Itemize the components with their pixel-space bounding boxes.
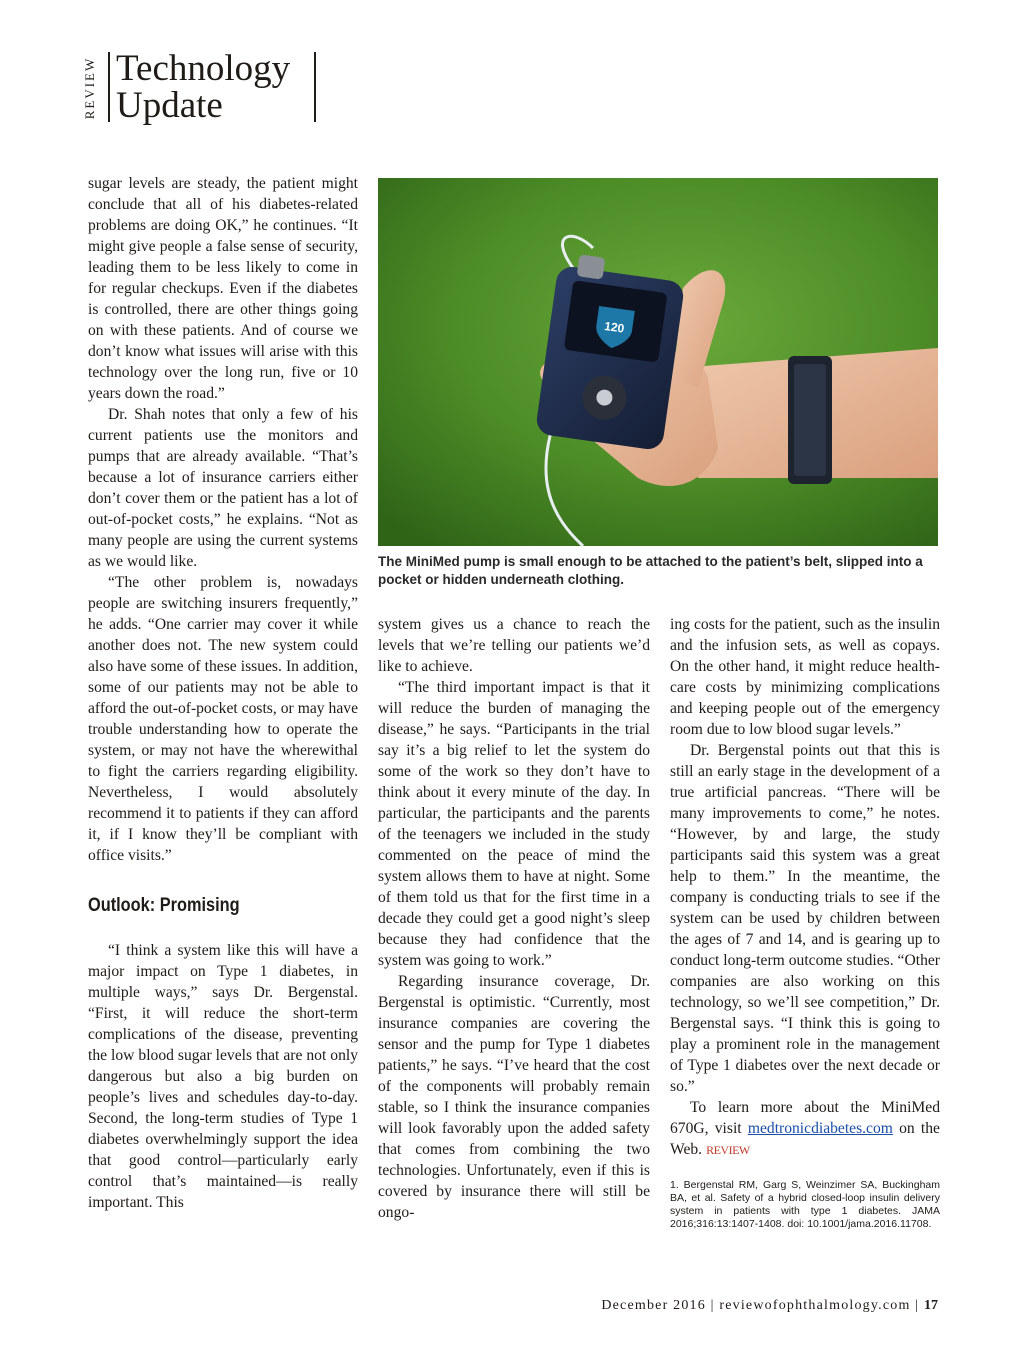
col2-paragraph-1: system gives us a chance to reach the levels that we’re telling our patients we’d like to achieve. bbox=[378, 616, 650, 675]
review-label-text: REVIEW bbox=[82, 56, 97, 120]
footer-date: December 2016 bbox=[601, 1298, 706, 1313]
photo-caption: The MiniMed pump is small enough to be attached to the patient’s belt, slipped into a pocket or hidden underneath clothing. bbox=[378, 554, 923, 587]
page-footer bbox=[601, 1298, 938, 1314]
pump-reading: 120 bbox=[603, 318, 626, 336]
col1-paragraph-1: sugar levels are steady, the patient might conclude that all of his diabetes-related problems are doing OK,” he continues. “It might give people a false sense of security, leading them to be less likely to come in for regular checkups. Even if the diabetes is controlled, there are other things going on with these patients. And of course we don’t know what issues will arise with this technology over the long run, five or 10 years down the road.” bbox=[88, 175, 358, 402]
medtronic-link[interactable]: medtronicdiabetes.com bbox=[747, 1120, 893, 1137]
section-title-line2: Update bbox=[116, 85, 223, 126]
section-title-line1: Technology bbox=[116, 48, 291, 89]
col3-paragraph-2: Dr. Bergenstal points out that this is still an early stage in the development of a true artificial pancreas. “There will be many improvements to come,” he notes. “However, by and large, the study participants said this system was a great help to them.” In the meantime, the company is conducting trials to see if the system can be used by children between the ages of 7 and 14, and is gearing up to conduct long-term outcome studies. “Other companies are also working on this technology, so we’ll see competition,” Dr. Bergenstal says. “I think this is going to play a prominent role in the management of Type 1 diabetes over the next decade or so.” bbox=[670, 742, 940, 1095]
col1-paragraph-3: “The other problem is, nowadays people are switching insurers frequently,” he adds. “One carrier may cover it while another does not. The new system could also have some of these issues. In addition, some of our patients may not be able to afford the out-of-pocket costs, or may have trouble understanding how to operate the system, or may not have the wherewithal to fight the carriers regarding eligibility. Nevertheless, I would absolutely recommend it to patients if they can afford it, if I know they’ll be compliant with office visits.” bbox=[88, 574, 358, 864]
col2-paragraph-2: “The third important impact is that it will reduce the burden of managing the disease,” he says. “Participants in the trial say it’s a big relief to let the system do some of the work so they don’t have to think about it every minute of the day. In particular, the participants and the parents of the teenagers we included in the study commented on the peace of mind the system allows them to have at night. Some of them told us that for the first time in a decade they could get a good night’s sleep because they had confidence that the system was going to work.” bbox=[378, 679, 650, 969]
header-rule-left bbox=[108, 52, 110, 122]
col3-paragraph-3 bbox=[670, 1097, 940, 1161]
review-end-mark: REVIEW bbox=[706, 1143, 750, 1157]
footer-separator-1: | bbox=[710, 1298, 715, 1313]
col1-paragraph-4: “I think a system like this will have a major impact on Type 1 diabetes, in multiple ways,” says Dr. Bergenstal. “First, it will reduce the short-term complications of the disease, preventing the low blood sugar levels that are not only dangerous but also a big burden on people’s lives and schedules day-to-day. Second, the long-term studies of Type 1 diabetes overwhelmingly support the idea that good control—particularly early control that’s maintained—is really important. This bbox=[88, 942, 358, 1211]
subhead-outlook: Outlook: Promising bbox=[88, 895, 240, 916]
learn-more-text: To learn more about the MiniMed 670G, visit bbox=[670, 1099, 940, 1137]
insulin-pump-in-hand-photo-icon bbox=[378, 178, 938, 546]
insulin-pump-photo bbox=[378, 178, 938, 546]
header-rule-right bbox=[314, 52, 316, 122]
col3-paragraph-1: ing costs for the patient, such as the insulin and the infusion sets, as well as copays. On the other hand, it might reduce health-care costs by minimizing complications and keeping people out of the emergency room due to low blood sugar levels.” bbox=[670, 616, 940, 738]
section-title bbox=[116, 50, 290, 124]
column-1 bbox=[88, 173, 358, 1213]
footer-site: reviewofophthalmology.com bbox=[719, 1298, 911, 1313]
learn-more-text-after: on the Web. bbox=[670, 1120, 940, 1158]
page-number: 17 bbox=[924, 1298, 938, 1313]
review-vertical-label bbox=[77, 48, 103, 128]
footer-separator-2: | bbox=[915, 1298, 920, 1313]
footnote-reference: 1. Bergenstal RM, Garg S, Weinzimer SA, Buckingham BA, et al. Safety of a hybrid closed-loop insulin delivery system in patients with type 1 diabetes. JAMA 2016;316:13:1407-1408. doi: 10.1001/jama.2016.11708. bbox=[670, 1179, 940, 1230]
col1-paragraph-2: Dr. Shah notes that only a few of his current patients use the monitors and pumps that are already available. “That’s because a lot of insurance carriers either don’t cover them or the patient has a lot of out-of-pocket costs,” he explains. “Not as many people are using the current systems as we would like. bbox=[88, 406, 358, 570]
column-2 bbox=[378, 614, 650, 1223]
column-3 bbox=[670, 614, 940, 1231]
col2-paragraph-3: Regarding insurance coverage, Dr. Bergenstal is optimistic. “Currently, most insurance companies are covering the sensor and the pump for Type 1 diabetes patients,” he says. “I’ve heard that the cost of the components will probably remain stable, so I think the insurance companies will look favorably upon the added safety that comes from combining the two technologies. Unfortunately, even if this is covered by insurance there will still be ongo- bbox=[378, 973, 650, 1221]
